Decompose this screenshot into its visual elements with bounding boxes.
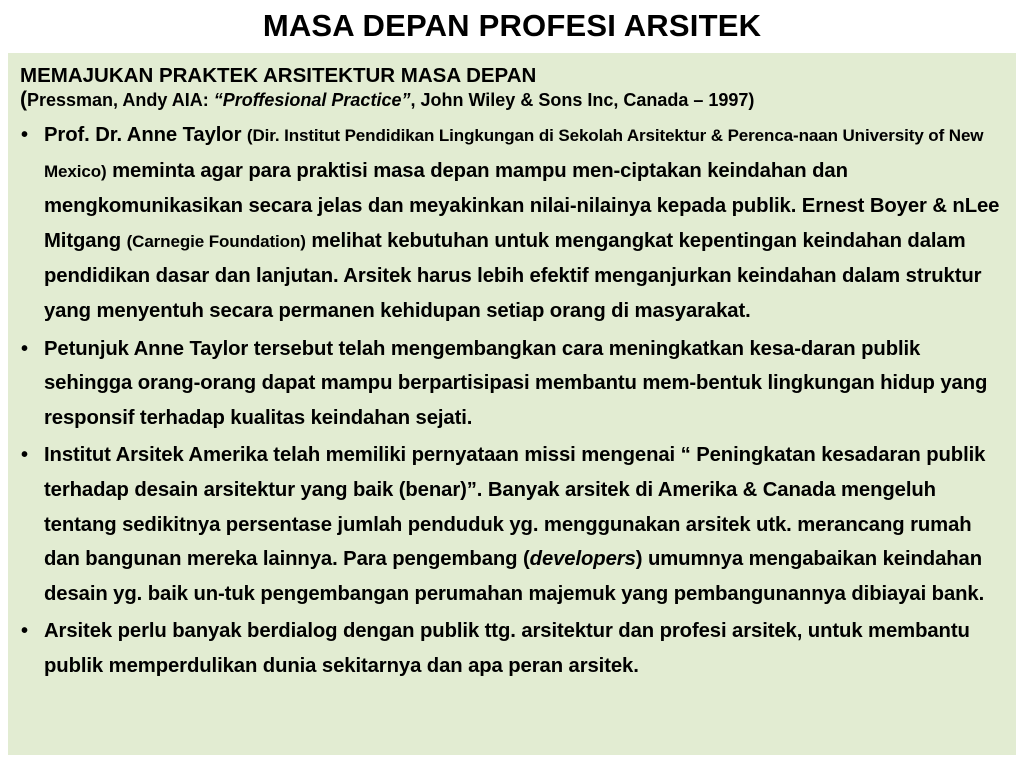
bullet-1-text-b: melihat kebutuhan untuk mengangkat kepentingan keindahan dalam pendidikan dasar dan lanjutan. Arsitek harus lebih efektif menganjurkan keindahan dalam struktur yang menyentuh secara permanen kehidupan setiap orang di masyarakat. <box>44 229 982 322</box>
reference-open-paren: ( <box>20 88 27 111</box>
bullet-icon: • <box>21 124 28 146</box>
bullet-item-2 <box>20 332 1002 436</box>
bullet-1-name: Prof. Dr. Anne Taylor <box>44 124 247 146</box>
content-panel <box>8 53 1016 755</box>
bullet-1-affiliation: (Dir. Institut Pendidikan Lingkungan di Sekolah Arsitektur & Perenca-naan University of New Mexico) <box>44 126 984 181</box>
section-heading: MEMAJUKAN PRAKTEK ARSITEKTUR MASA DEPAN <box>20 64 537 87</box>
bullet-4-text: Arsitek perlu banyak berdialog dengan publik ttg. arsitektur dan profesi arsitek, untuk membantu publik memperdulikan dunia sekitarnya dan apa peran arsitek. <box>44 620 970 677</box>
bullet-item-3 <box>20 438 1002 611</box>
bullet-item-4 <box>20 614 1002 683</box>
reference-line <box>20 88 1002 112</box>
bullet-list <box>20 118 1002 684</box>
bullet-icon: • <box>21 337 28 360</box>
slide-title: MASA DEPAN PROFESI ARSITEK <box>262 8 762 43</box>
bullet-3-text-a: Institut Arsitek Amerika telah memiliki pernyataan missi mengenai “ Peningkatan kesadaran publik terhadap desain arsitektur yang baik (benar)”. Banyak arsitek di Amerika & Canada mengeluh tentang sedikitnya persentase jumlah penduduk yg. menggunakan arsitek utk. merancang rumah dan bangunan mereka lainnya. Para pengembang ( <box>44 444 986 571</box>
bullet-item-1 <box>20 118 1002 329</box>
reference-author: Pressman, Andy AIA: <box>27 90 214 110</box>
bullet-icon: • <box>21 620 28 643</box>
bullet-2-text: Petunjuk Anne Taylor tersebut telah mengembangkan cara meningkatkan kesa-daran publik sehingga orang-orang dapat mampu berpartisipasi membantu mem-bentuk lingkungan hidup yang responsif terhadap kualitas keindahan sejati. <box>44 337 988 429</box>
bullet-3-text-b: ) umumnya mengabaikan keindahan desain yg. baik un-tuk pengembangan perumahan majemuk yang pembangunannya dibiayai bank. <box>44 548 985 605</box>
bullet-icon: • <box>21 444 28 467</box>
bullet-1-affiliation-2: (Carnegie Foundation) <box>126 231 306 251</box>
reference-book-title: “Proffesional Practice” <box>213 90 411 110</box>
bullet-1-text-a: meminta agar para praktisi masa depan mampu men-ciptakan keindahan dan mengkomunikasikan secara jelas dan meyakinkan nilai-nilainya kepada publik. Ernest Boyer & nLee Mitgang <box>44 159 1000 252</box>
bullet-3-italic: developers <box>529 548 636 571</box>
reference-publisher: , John Wiley & Sons Inc, Canada – 1997) <box>410 90 755 110</box>
